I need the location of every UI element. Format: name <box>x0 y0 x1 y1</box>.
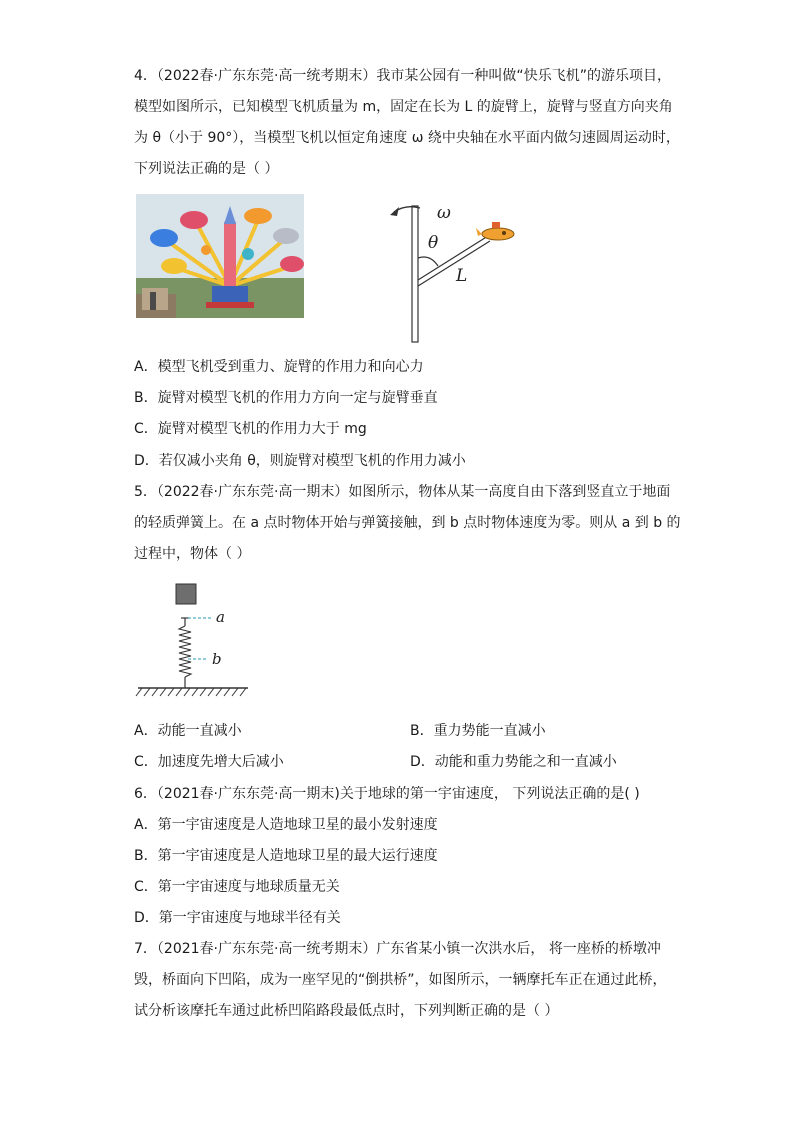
q4-option-b[interactable]: B．旋臂对模型飞机的作用力方向一定与旋臂垂直 <box>134 390 438 406</box>
point-b-label: b <box>212 650 222 668</box>
central-axis <box>412 206 418 342</box>
happy-airplane-ride-photo <box>136 194 304 318</box>
q4-option-d[interactable]: D．若仅减小夹角 θ，则旋臂对模型飞机的作用力减小 <box>134 453 466 469</box>
q5-option-a[interactable]: A．动能一直减小 <box>134 723 242 739</box>
length-label: L <box>456 266 468 286</box>
spring-block-diagram <box>130 578 260 708</box>
q4-stem-line-3: 为 θ（小于 90°），当模型飞机以恒定角速度 ω 绕中央轴在水平面内做匀速圆周运动时， <box>134 130 680 146</box>
falling-block <box>176 584 196 604</box>
angle-arc <box>418 257 438 266</box>
theta-label: θ <box>428 233 439 253</box>
q5-option-b[interactable]: B．重力势能一直减小 <box>410 723 546 739</box>
q4-stem-line-2: 模型如图所示，已知模型飞机质量为 m，固定在长为 L 的旋臂上，旋臂与竖直方向夹角 <box>134 99 673 115</box>
spring <box>179 626 191 677</box>
q6-stem-line-1: 6．（2021春·广东东莞·高一期末)关于地球的第一宇宙速度， 下列说法正确的是( ) <box>134 786 640 802</box>
q6-option-a[interactable]: A．第一宇宙速度是人造地球卫星的最小发射速度 <box>134 817 438 833</box>
q4-option-a[interactable]: A．模型飞机受到重力、旋臂的作用力和向心力 <box>134 359 424 375</box>
q6-option-c[interactable]: C．第一宇宙速度与地球质量无关 <box>134 879 340 895</box>
q7-stem-line-1: 7．（2021春·广东东莞·高一统考期末）广东省某小镇一次洪水后， 将一座桥的桥墩冲 <box>134 941 661 957</box>
q7-stem-line-2: 毁，桥面向下凹陷，成为一座罕见的“倒拱桥”，如图所示，一辆摩托车正在通过此桥， <box>134 972 667 988</box>
point-a-label: a <box>216 608 225 626</box>
rotating-arm-diagram <box>380 198 530 346</box>
q5-option-d[interactable]: D．动能和重力势能之和一直减小 <box>410 754 617 770</box>
q6-option-d[interactable]: D．第一宇宙速度与地球半径有关 <box>134 910 341 926</box>
q5-stem-line-1: 5．（2022春·广东东莞·高一期末）如图所示，物体从某一高度自由下落到竖直立于地面 <box>134 484 671 500</box>
q5-stem-line-3: 过程中，物体（ ） <box>134 546 251 562</box>
q4-option-c[interactable]: C．旋臂对模型飞机的作用力大于 mg <box>134 421 367 437</box>
q7-stem-line-3: 试分析该摩托车通过此桥凹陷路段最低点时，下列判断正确的是（ ） <box>134 1003 559 1019</box>
q4-stem-line-1: 4．（2022春·广东东莞·高一统考期末）我市某公园有一种叫做“快乐飞机”的游乐项目， <box>134 68 671 84</box>
q6-option-b[interactable]: B．第一宇宙速度是人造地球卫星的最大运行速度 <box>134 848 438 864</box>
q4-stem-line-4: 下列说法正确的是（ ） <box>134 161 279 177</box>
q5-stem-line-2: 的轻质弹簧上。在 a 点时物体开始与弹簧接触，到 b 点时物体速度为零。则从 a 到 b 的 <box>134 515 681 531</box>
q5-option-c[interactable]: C．加速度先增大后减小 <box>134 754 284 770</box>
model-airplane-icon <box>476 222 514 240</box>
omega-label: ω <box>437 203 451 223</box>
